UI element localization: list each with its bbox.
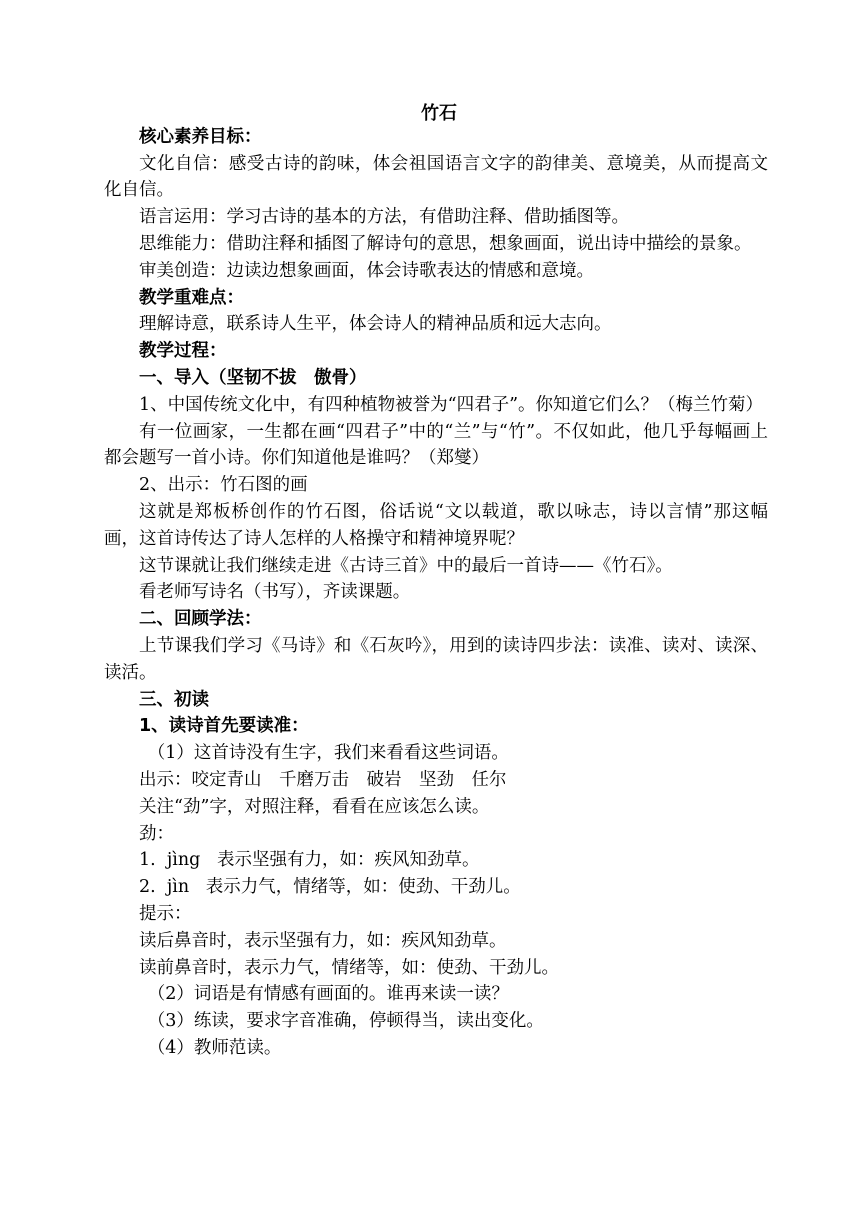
paragraph-intro-3: 2、出示：竹石图的画 <box>139 475 308 496</box>
paragraph-hint-label: 提示： <box>139 903 192 924</box>
heading-key-points: 教学重难点： <box>139 287 244 308</box>
document-body <box>104 101 768 1062</box>
paragraph-hint-1: 读后鼻音时，表示坚强有力，如：疾风知劲草。 <box>139 930 507 951</box>
paragraph-review: 上节课我们学习《马诗》和《石灰吟》，用到的读诗四步法：读准、读对、读深、读活。 <box>104 635 768 683</box>
heading-review: 二、回顾学法： <box>139 609 262 630</box>
paragraph-show-words: 出示：咬定青山 千磨万击 破岩 坚劲 任尔 <box>139 769 507 790</box>
heading-first-reading: 三、初读 <box>139 689 209 710</box>
paragraph-step-3: （3）练读，要求字音准确，停顿得当，读出变化。 <box>147 1011 544 1032</box>
paragraph-intro-6: 看老师写诗名（书写），齐读课题。 <box>139 582 411 603</box>
paragraph-thinking: 思维能力：借助注释和插图了解诗句的意思，想象画面，说出诗中描绘的景象。 <box>139 233 752 254</box>
paragraph-step-1: （1）这首诗没有生字，我们来看看这些词语。 <box>147 743 509 764</box>
paragraph-key-points: 理解诗意，联系诗人生平，体会诗人的精神品质和远大志向。 <box>139 314 612 335</box>
heading-intro: 一、导入（坚韧不拔 傲骨） <box>139 367 367 388</box>
paragraph-aesthetic: 审美创造：边读边想象画面，体会诗歌表达的情感和意境。 <box>139 260 594 281</box>
paragraph-intro-5: 这节课就让我们继续走进《古诗三首》中的最后一首诗——《竹石》。 <box>139 555 673 576</box>
heading-read-accurately: 1、读诗首先要读准： <box>139 716 309 737</box>
paragraph-culture: 文化自信：感受古诗的韵味，体会祖国语言文字的韵律美、意境美，从而提高文化自信。 <box>104 153 768 201</box>
paragraph-step-4: （4）教师范读。 <box>147 1037 282 1058</box>
heading-core-goals: 核心素养目标： <box>139 126 262 147</box>
page-title: 竹石 <box>421 103 457 124</box>
paragraph-intro-4: 这就是郑板桥创作的竹石图，俗话说“文以载道，歌以咏志，诗以言情”那这幅画，这首诗传达了诗人怎样的人格操守和精神境界呢？ <box>104 501 768 549</box>
paragraph-jin-label: 劲： <box>139 823 174 844</box>
heading-process: 教学过程： <box>139 341 227 362</box>
paragraph-focus-jin: 关注“劲”字，对照注释，看看在应该怎么读。 <box>139 796 490 817</box>
pronunciation-2: 2. jìn 表示力气，情绪等，如：使劲、干劲儿。 <box>139 877 521 898</box>
paragraph-step-2: （2）词语是有情感有画面的。谁再来读一读？ <box>147 984 509 1005</box>
paragraph-intro-1: 1、中国传统文化中，有四种植物被誉为“四君子”。你知道它们么？（梅兰竹菊） <box>139 394 764 415</box>
paragraph-language: 语言运用：学习古诗的基本的方法，有借助注释、借助插图等。 <box>139 207 629 228</box>
paragraph-intro-2: 有一位画家，一生都在画“四君子”中的“兰”与“竹”。不仅如此，他几乎每幅画上都会题写一首小诗。你们知道他是谁吗？（郑燮） <box>104 421 768 469</box>
paragraph-hint-2: 读前鼻音时，表示力气，情绪等，如：使劲、干劲儿。 <box>139 957 559 978</box>
pronunciation-1: 1. jìng 表示坚强有力，如：疾风知劲草。 <box>139 850 480 871</box>
